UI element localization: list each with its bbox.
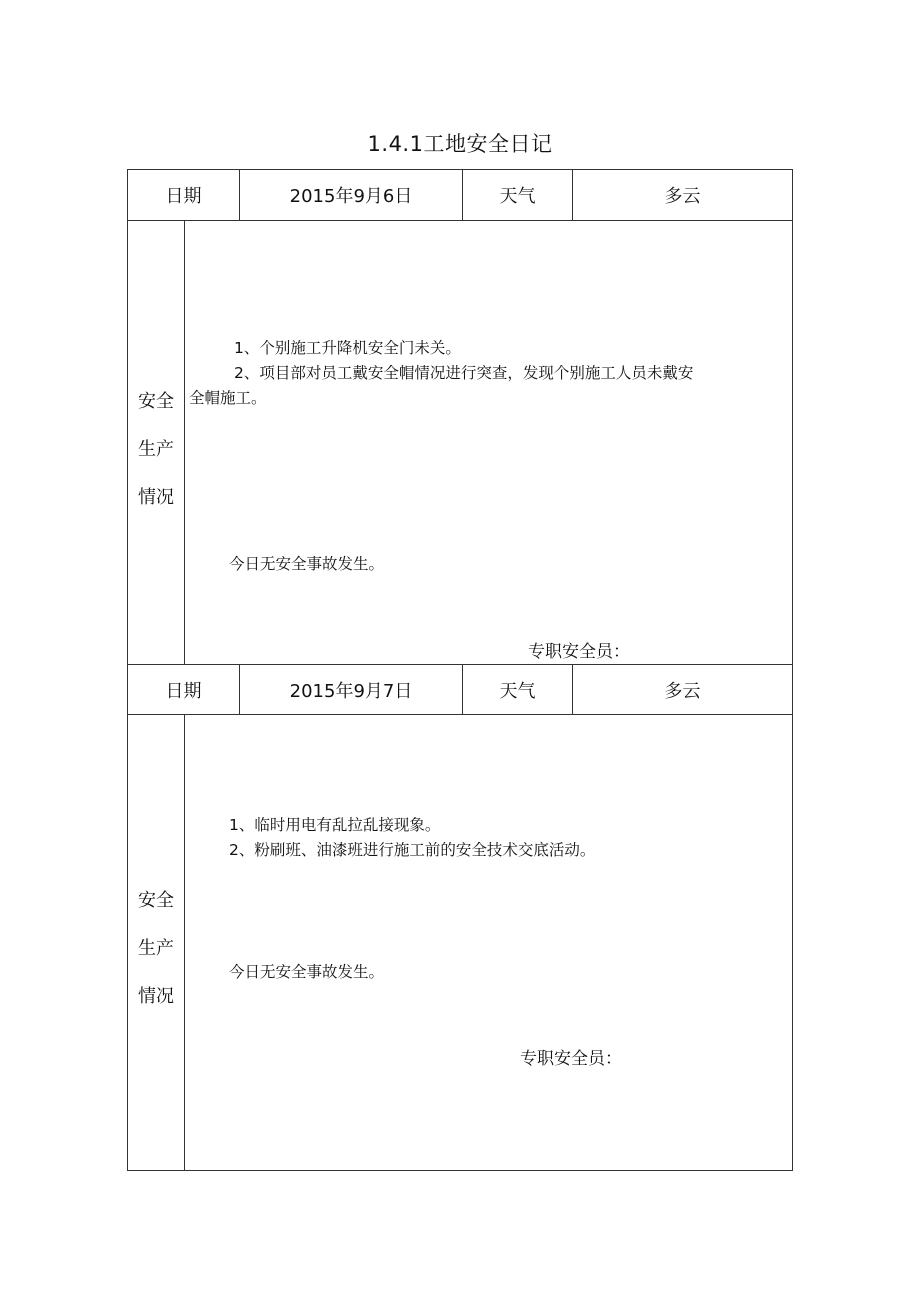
signature-label: 专职安全员： — [528, 642, 630, 662]
weather-label: 天气 — [499, 186, 536, 207]
weather-value: 多云 — [664, 680, 701, 702]
date-value: 2015年9月6日 — [289, 186, 413, 207]
date-label: 日期 — [165, 680, 202, 702]
weather-label: 天气 — [499, 680, 536, 702]
weather-value: 多云 — [664, 186, 701, 207]
signature-label: 专职安全员： — [520, 1049, 622, 1069]
date-value: 2015年9月7日 — [289, 680, 413, 702]
safety-item-1: 1、个别施工升降机安全门未关。 — [234, 339, 461, 357]
safety-item-2: 2、项目部对员工戴安全帽情况进行突查，发现个别施工人员未戴安 — [234, 364, 694, 382]
safety-item-1: 1、临时用电有乱拉乱接现象。 — [229, 816, 441, 834]
date-label: 日期 — [165, 186, 202, 207]
page-title: 1.4.1工地安全日记 — [367, 132, 553, 156]
safety-item-2: 2、粉刷班、油漆班进行施工前的安全技术交底活动。 — [229, 841, 596, 859]
section-label: 安全 生产 情况 — [138, 890, 174, 1007]
section-label: 安全 生产 情况 — [138, 391, 174, 508]
summary-text: 今日无安全事故发生。 — [229, 555, 385, 573]
summary-text: 今日无安全事故发生。 — [229, 963, 385, 981]
safety-item-2-cont: 全帽施工。 — [189, 389, 267, 407]
